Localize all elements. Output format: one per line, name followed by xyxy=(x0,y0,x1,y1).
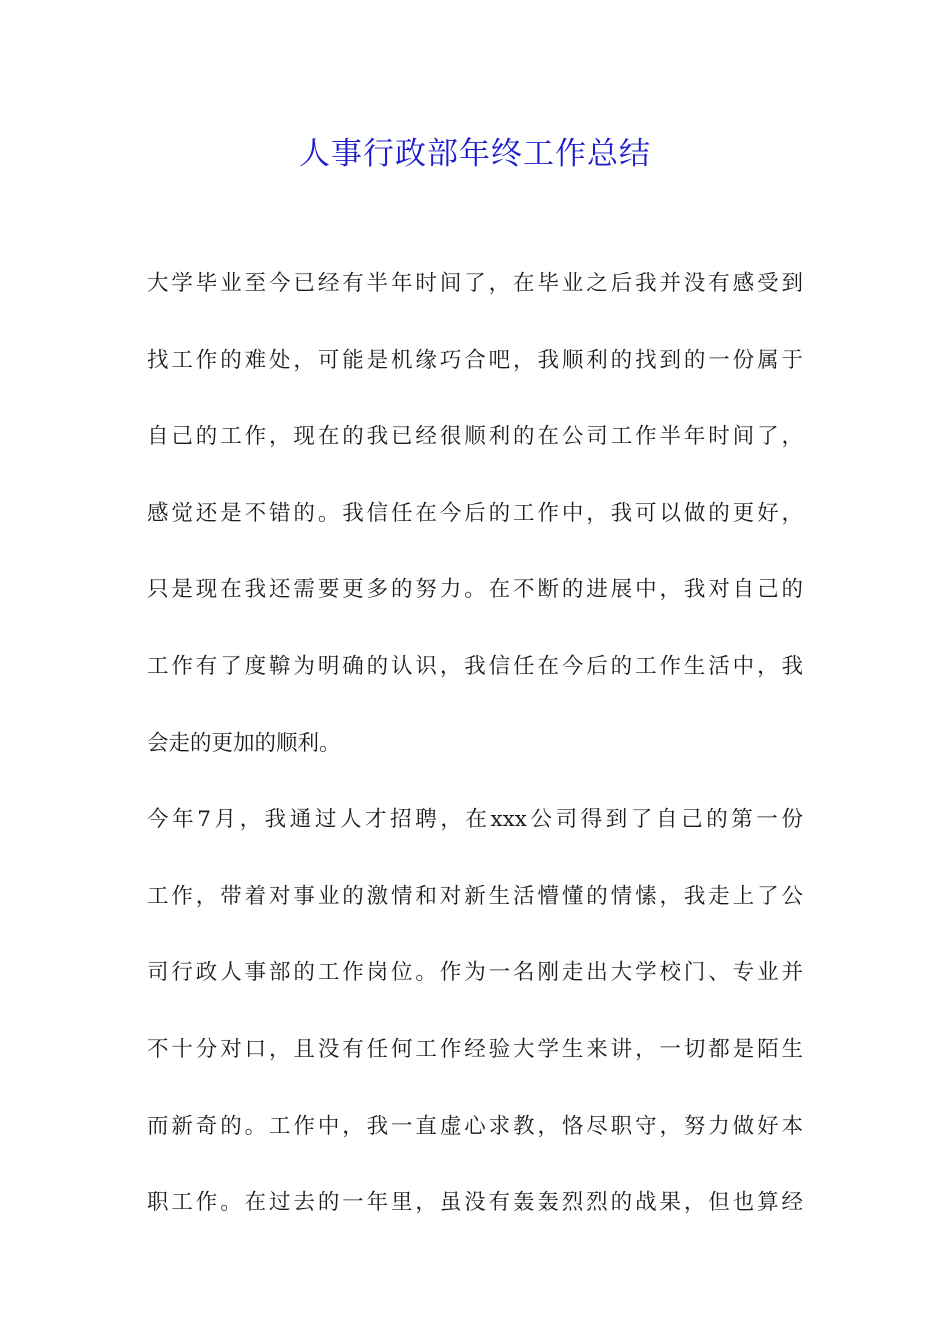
paragraph-line: 而新奇的。工作中，我一直虚心求教，恪尽职守，努力做好本 xyxy=(147,1113,803,1139)
paragraph-1 xyxy=(147,261,803,797)
document-body xyxy=(147,261,803,1257)
paragraph-line: 大学毕业至今已经有半年时间了，在毕业之后我并没有感受到 xyxy=(147,271,803,296)
paragraph-line: 工作有了度鞥为明确的认识，我信任在今后的工作生活中，我 xyxy=(147,653,803,679)
paragraph-line: 工作，带着对事业的激情和对新生活懵懂的情愫，我走上了公 xyxy=(147,883,803,909)
paragraph-2 xyxy=(147,797,803,1257)
paragraph-line: 今年7月，我通过人才招聘，在xxx公司得到了自己的第一份 xyxy=(147,807,803,833)
paragraph-line: 司行政人事部的工作岗位。作为一名刚走出大学校门、专业并 xyxy=(147,960,803,986)
paragraph-line: 自己的工作，现在的我已经很顺利的在公司工作半年时间了， xyxy=(147,424,803,450)
paragraph-line: 会走的更加的顺利。 xyxy=(147,730,341,756)
document-title: 人事行政部年终工作总结 xyxy=(299,136,651,172)
paragraph-line: 只是现在我还需要更多的努力。在不断的进展中，我对自己的 xyxy=(147,577,803,603)
paragraph-line: 找工作的难处，可能是机缘巧合吧，我顺利的找到的一份属于 xyxy=(147,347,803,373)
paragraph-line: 职工作。在过去的一年里，虽没有轰轰烈烈的战果，但也算经 xyxy=(147,1190,803,1216)
paragraph-line: 感觉还是不错的。我信任在今后的工作中，我可以做的更好， xyxy=(147,500,803,526)
paragraph-line: 不十分对口，且没有任何工作经验大学生来讲，一切都是陌生 xyxy=(147,1036,803,1062)
